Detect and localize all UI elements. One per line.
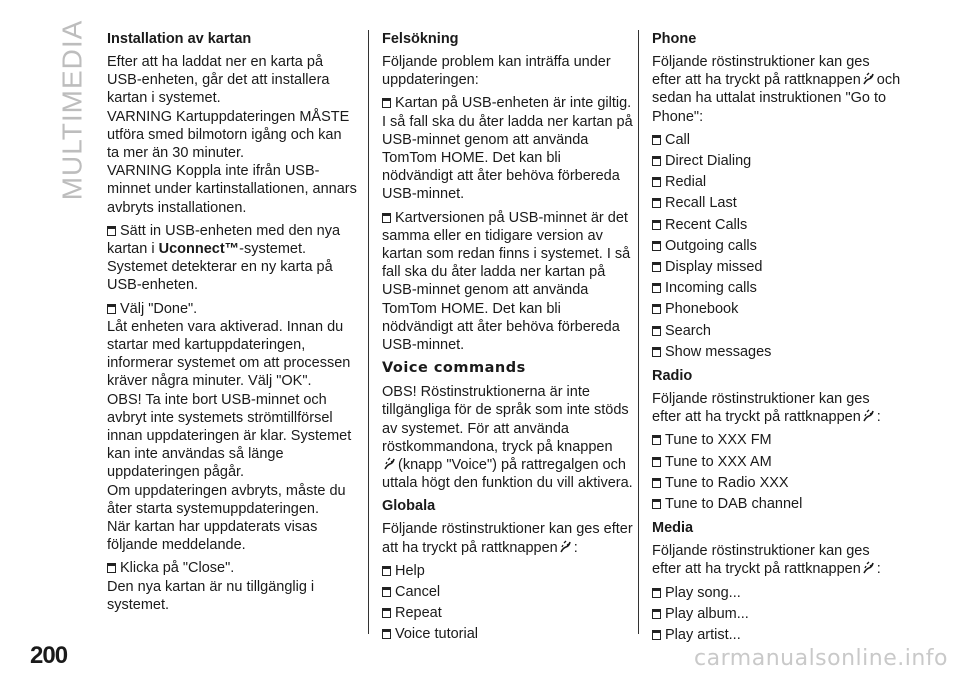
command-text: Redial [665,174,707,191]
text: Klicka på "Close". [120,560,235,577]
list-item [652,453,902,471]
text: Sätt in USB-enheten med den nya kartan i [107,222,341,258]
step-box-icon [107,226,116,236]
step-box-icon [382,566,391,576]
step-box-icon [382,213,391,223]
step-box-icon [652,177,661,187]
list-item [652,431,902,449]
step-box-icon [652,262,661,272]
text: : [573,539,578,556]
command-text: Recent Calls [665,216,748,233]
column-divider [638,30,639,634]
issue [382,94,634,203]
command-text: Incoming calls [665,280,757,297]
command-text: Repeat [395,605,442,622]
paragraph [652,53,902,126]
step-box-icon [652,630,661,640]
command-text: Tune to Radio XXX [665,474,789,491]
heading-troubleshooting: Felsökning [382,31,459,47]
step-box-icon [382,608,391,618]
list-item [382,604,634,622]
command-text: Play song... [665,584,741,601]
step-box-icon [652,198,661,208]
text: (knapp "Voice") på rattregalgen och uttala högt den funktion du vill aktivera. [382,457,633,492]
command-text: Direct Dialing [665,153,752,170]
text: OBS! Ta inte bort USB-minnet och avbryt inte systemets strömtillförsel innan uppdateringen är klar. Systemet kan inte användas så länge uppdateringen pågår. [107,391,352,481]
text: Kartan på USB-enheten är inte giltig. I så fall ska du åter ladda ner kartan på USB-minnet genom att använda TomTom HOME. Det kan bli nödvändigt att åter behöva förbereda USB-minnet. [382,95,633,203]
voice-button-icon [558,539,574,555]
text: Låt enheten vara aktiverad. Innan du startar med kartuppdateringen, informerar systemet om att processen kräver några minuter. Välj "OK". [107,318,351,390]
page-number: 200 [30,642,68,669]
step [107,300,357,555]
paragraph [382,520,634,556]
step-box-icon [382,629,391,639]
text: Systemet detekterar en ny karta på USB-enheten. [107,259,333,294]
voice-button-icon [861,71,877,87]
column-installation [107,30,357,619]
text: Följande röstinstruktioner kan ges efter att ha tryckt på rattknappen [652,54,870,89]
list-item [652,300,902,318]
heading-radio: Radio [652,368,693,385]
column-phone-radio-media [652,30,902,647]
command-text: Search [665,322,711,339]
step-box-icon [382,98,391,108]
section-title [52,19,92,201]
command-text: Tune to XXX FM [665,432,772,449]
step-box-icon [652,304,661,314]
command-text: Voice tutorial [395,626,479,643]
warning-text: VARNING Kartuppdateringen MÅSTE utföra smed bilmotorn igång och kan ta mer än 30 minuter. [107,108,350,162]
paragraph: Följande problem kan inträffa under uppdateringen: [382,54,611,89]
voice-button-icon [861,408,877,424]
paragraph [382,383,634,492]
text: och sedan ha uttalat instruktionen "Go to Phone": [652,72,901,125]
list-item [652,495,902,513]
list-item [652,131,902,149]
heading-global: Globala [382,498,436,515]
issue [382,209,634,355]
voice-button-icon [382,456,398,472]
command-text: Tune to DAB channel [665,496,803,513]
command-text: Tune to XXX AM [665,453,772,470]
step-box-icon [652,241,661,251]
column-divider [368,30,369,634]
list-item [382,583,634,601]
column-troubleshooting [382,30,634,647]
step-box-icon [652,326,661,336]
command-text: Play artist... [665,627,741,644]
text: Efter att ha laddat ner en karta på USB-enheten, går det att installera kartan i systemet. [107,54,330,107]
watermark: carmanualsonline.info [694,646,948,671]
warning-text: VARNING Koppla inte ifrån USB-minnet under kartinstallationen, annars avbryts installationen. [107,163,357,216]
list-item [382,562,634,580]
list-item [652,173,902,191]
voice-button-icon [861,560,877,576]
section-title-text: MULTIMEDIA [56,19,88,201]
step-box-icon [652,283,661,293]
step-box-icon [652,499,661,509]
command-text: Call [665,131,690,148]
list-item [652,194,902,212]
list-item [652,343,902,361]
list-item [652,474,902,492]
command-text: Play album... [665,605,749,622]
command-text: Phonebook [665,301,739,318]
list-item [382,625,634,643]
text: -systemet. [239,241,307,258]
command-text: Display missed [665,259,763,276]
text: : [876,409,881,426]
step-box-icon [652,220,661,230]
list-item [652,216,902,234]
heading-media: Media [652,520,694,537]
step [107,222,357,295]
step-box-icon [652,135,661,145]
step-box-icon [652,609,661,619]
list-item [652,626,902,644]
command-text: Outgoing calls [665,237,757,254]
step-box-icon [652,457,661,467]
heading-phone: Phone [652,31,697,47]
brand-name: Uconnect™ [158,241,240,258]
paragraph [652,390,902,426]
step-box-icon [652,347,661,357]
text: : [876,561,881,578]
list-item [652,152,902,170]
paragraph [107,53,357,217]
text: Följande röstinstruktioner kan ges efter att ha tryckt på rattknappen [652,543,870,578]
list-item [652,258,902,276]
step-box-icon [652,435,661,445]
heading-voice-commands: Voice commands [382,360,526,377]
list-item [652,279,902,297]
text: Följande röstinstruktioner kan ges efter att ha tryckt på rattknappen [652,391,870,426]
step-box-icon [652,588,661,598]
step-box-icon [382,587,391,597]
list-item [652,605,902,623]
step-box-icon [107,304,116,314]
command-text: Recall Last [665,195,737,212]
list-item [652,237,902,255]
command-text: Cancel [395,584,441,601]
list-item [652,584,902,602]
command-text: Show messages [665,343,772,360]
step-box-icon [107,563,116,573]
text: OBS! Röstinstruktionerna är inte tillgängliga för de språk som inte stöds av systemet. För att använda röstkommandona, tryck på knappen [382,384,629,455]
text: Välj "Done". [120,300,198,317]
list-item [652,322,902,340]
text: Kartversionen på USB-minnet är det samma eller en tidigare version av kartan som redan finns i systemet. I så fall ska du åter ladda ner kartan på USB-minnet genom att använda TomTom HOME. Det kan bli nödvändigt att åter behöva förbereda USB-minnet. [382,209,631,354]
command-text: Help [395,562,425,579]
step-box-icon [652,156,661,166]
text: Den nya kartan är nu tillgänglig i systemet. [107,578,315,613]
step-box-icon [652,478,661,488]
text: Följande röstinstruktioner kan ges efter att ha tryckt på rattknappen [382,521,633,556]
text: Om uppdateringen avbryts, måste du åter starta systemuppdateringen. [107,482,346,517]
paragraph [652,542,902,578]
text: När kartan har uppdaterats visas följande meddelande. [107,519,318,554]
step [107,559,357,614]
heading-installation: Installation av kartan [107,31,252,47]
